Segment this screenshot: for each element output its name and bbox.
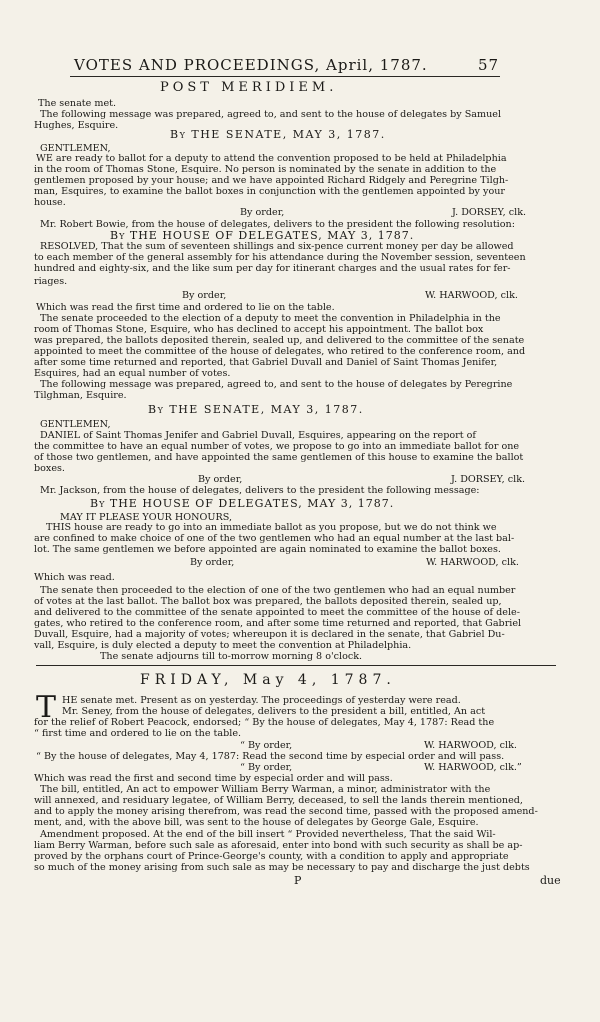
running-head: VOTES AND PROCEEDINGS, April, 1787.: [74, 56, 428, 74]
day-heading: FRIDAY, May 4, 1787.: [140, 672, 396, 688]
text-line: ment, and, with the above bill, was sent to the house of delegates by George Gale, Esquire.: [34, 817, 479, 828]
text-line: WE are ready to ballot for a deputy to attend the convention proposed to be held at Philadelphia: [36, 153, 507, 164]
text-line: vall, Esquire, is duly elected a deputy to meet the convention at Philadelphia.: [34, 640, 412, 651]
text-line: Mr. Jackson, from the house of delegates, delivers to the president the following message:: [40, 485, 480, 496]
by-order: By order,: [182, 290, 227, 301]
catchword: due: [540, 874, 561, 887]
page-number: 57: [478, 56, 500, 74]
text-line: The senate proceeded to the election of a deputy to meet the convention in Philadelphia in the: [40, 313, 501, 324]
by-order: By order,: [190, 557, 235, 568]
text-line: The senate then proceeded to the election of one of the two gentlemen who had an equal number: [40, 585, 516, 596]
text-line: The bill, entitled, An act to empower William Berry Warman, a minor, administrator with the: [40, 784, 491, 795]
by-order: By order,: [198, 474, 243, 485]
text-line: RESOLVED, That the sum of seventeen shillings and six-pence current money per day be allowed: [40, 241, 514, 252]
section-heading: POST MERIDIEM.: [160, 80, 338, 95]
text-line: Hughes, Esquire.: [34, 120, 119, 131]
signature: J. DORSEY, clk.: [451, 474, 526, 485]
text-line: room of Thomas Stone, Esquire, who has declined to accept his appointment. The ballot box: [34, 324, 484, 335]
text-line: Mr. Seney, from the house of delegates, delivers to the president a bill, entitled, An act: [62, 706, 486, 717]
heading-line: By THE SENATE, MAY 3, 1787.: [148, 403, 364, 416]
salutation: GENTLEMEN,: [40, 143, 111, 154]
text-line: riages.: [34, 276, 68, 287]
text-line: Which was read the first time and ordered to lie on the table.: [36, 302, 335, 313]
text-line: lot. The same gentlemen we before appointed are again nominated to examine the ballot boxes.: [34, 544, 501, 555]
text-line: gates, who retired to the conference room, and after some time returned and reported, that Gabriel: [34, 618, 522, 629]
by-order: “ By order,: [240, 762, 293, 773]
text-line: and delivered to the committee of the senate appointed to meet the committee of the house of dele-: [34, 607, 520, 618]
text-line: The senate met.: [38, 98, 117, 109]
salutation: MAY IT PLEASE YOUR HONOURS,: [60, 512, 233, 523]
text-line: proved by the orphans court of Prince-George's county, with a condition to apply and appropriate: [34, 851, 509, 862]
text-line: will annexed, and residuary legatee, of William Berry, deceased, to sell the lands therein mentioned,: [34, 795, 523, 806]
text-line: appointed to meet the committee of the house of delegates, who retired to the conference room, and: [34, 346, 526, 357]
text-line: in the room of Thomas Stone, Esquire. No person is nominated by the senate in addition to the: [34, 164, 497, 175]
signature: W. HARWOOD, clk.: [425, 290, 518, 301]
by-order: “ By order,: [240, 740, 293, 751]
signature: W. HARWOOD, clk.: [424, 740, 517, 751]
text-line: Tilghman, Esquire.: [34, 390, 127, 401]
section-rule: [36, 665, 556, 666]
drop-cap: T: [36, 690, 57, 725]
text-line: gentlemen proposed by your house; and we have appointed Richard Ridgely and Peregrine Tilgh-: [34, 175, 509, 186]
signature-mark: P: [294, 874, 302, 887]
text-line: Which was read the first and second time by especial order and will pass.: [34, 773, 393, 784]
text-line: Esquires, had an equal number of votes.: [34, 368, 231, 379]
signature: W. HARWOOD, clk.”: [424, 762, 522, 773]
text-line: of those two gentlemen, and have appointed the same gentlemen of this house to examine the ballot: [34, 452, 524, 463]
text-line: Which was read.: [34, 572, 115, 583]
text-line: of votes at the last ballot. The ballot box was prepared, the ballots deposited therein, sealed up,: [34, 596, 502, 607]
text-line: and to apply the money arising therefrom, was read the second time, passed with the proposed amend-: [34, 806, 538, 817]
text-line: The following message was prepared, agreed to, and sent to the house of delegates by Peregrine: [40, 379, 513, 390]
text-line: Amendment proposed. At the end of the bill insert “ Provided nevertheless, That the said Wil-: [40, 829, 496, 840]
signature: J. DORSEY, clk.: [452, 207, 527, 218]
by-order: By order,: [240, 207, 285, 218]
text-line: for the relief of Robert Peacock, endorsed; “ By the house of delegates, May 4, 1787: Read the: [34, 717, 495, 728]
text-line: Duvall, Esquire, had a majority of votes; whereupon it is declared in the senate, that Gabriel Du-: [34, 629, 505, 640]
text-line: DANIEL of Saint Thomas Jenifer and Gabriel Duvall, Esquires, appearing on the report of: [40, 430, 476, 441]
text-line: “ first time and ordered to lie on the table.: [34, 728, 242, 739]
text-line: man, Esquires, to examine the ballot boxes in conjunction with the gentlemen appointed by your: [34, 186, 505, 197]
salutation: GENTLEMEN,: [40, 419, 111, 430]
heading-line: By THE HOUSE OF DELEGATES, MAY 3, 1787.: [110, 229, 415, 242]
text-line: to each member of the general assembly for his attendance during the November session, seventeen: [34, 252, 526, 263]
header-rule: [70, 76, 500, 77]
text-line: the committee to have an equal number of votes, we propose to go into an immediate ballot for one: [34, 441, 520, 452]
text-line: liam Berry Warman, before such sale as aforesaid, enter into bond with such security as shall be ap-: [34, 840, 523, 851]
text-line: are confined to make choice of one of the two gentlemen who had an equal number at the last bal-: [34, 533, 515, 544]
text-line: hundred and eighty-six, and the like sum per day for itinerant charges and the usual rates for fer-: [34, 263, 511, 274]
text-line: was prepared, the ballots deposited therein, sealed up, and delivered to the committee of the senate: [34, 335, 525, 346]
text-line: THIS house are ready to go into an immediate ballot as you propose, but we do not think we: [46, 522, 497, 533]
heading-line: By THE SENATE, MAY 3, 1787.: [170, 128, 386, 141]
text-line: house.: [34, 197, 66, 208]
text-line: Mr. Robert Bowie, from the house of delegates, delivers to the president the following resolution:: [40, 219, 515, 230]
signature: W. HARWOOD, clk.: [426, 557, 519, 568]
text-line: “ By the house of delegates, May 4, 1787: Read the second time by especial order and will pass.: [36, 751, 505, 762]
text-line: The senate adjourns till to-morrow morning 8 o'clock.: [100, 651, 363, 662]
text-line: HE senate met. Present as on yesterday. The proceedings of yesterday were read.: [62, 695, 461, 706]
text-line: The following message was prepared, agreed to, and sent to the house of delegates by Samuel: [40, 109, 502, 120]
text-line: boxes.: [34, 463, 65, 474]
text-line: so much of the money arising from such sale as may be necessary to pay and discharge the just debts: [34, 862, 530, 873]
text-line: after some time returned and reported, that Gabriel Duvall and Daniel of Saint Thomas Jenifer,: [34, 357, 498, 368]
heading-line: By THE HOUSE OF DELEGATES, MAY 3, 1787.: [90, 497, 395, 510]
